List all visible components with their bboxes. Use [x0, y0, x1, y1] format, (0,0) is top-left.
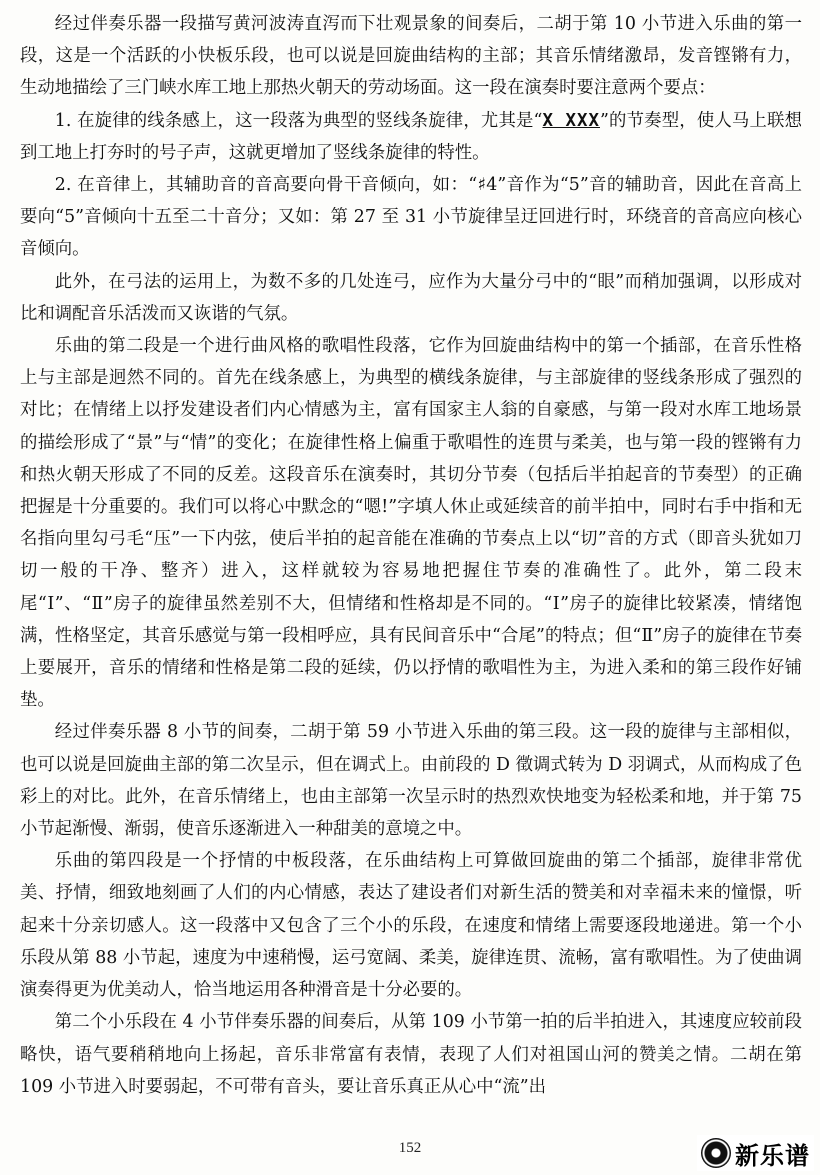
record-disc-icon: [701, 1138, 731, 1168]
paragraph-2-before: 1. 在旋律的线条感上，这一段落为典型的竖线条旋律，尤其是“: [54, 110, 543, 131]
body-text: [20, 8, 802, 1103]
watermark-logo: [697, 1135, 814, 1171]
paragraph-3: 2. 在音律上，其辅助音的音高要向骨干音倾向，如：“♯4”音作为“5”音的辅助音，因此在音高上要向“5”音倾向十五至二十音分；又如：第 27 至 31 小节旋律呈迂回进行时，环绕音的音高应向核心音倾向。: [20, 175, 802, 260]
paragraph-2-after: ”的节奏型，使人马上联想到工地上打夯时的号子声，这就更增加了竖线条旋律的特性。: [20, 110, 802, 163]
watermark-text: 新乐谱: [735, 1141, 810, 1170]
paragraph-7: 乐曲的第四段是一个抒情的中板段落，在乐曲结构上可算做回旋曲的第二个插部，旋律非常优美、抒情，细致地刻画了人们的内心情感，表达了建设者们对新生活的赞美和对幸福未来的憧憬，听起来十分亲切感人。这一段落中又包含了三个小的乐段，在速度和情绪上需要逐段地递进。第一个小乐段从第 88 小节起，速度为中速稍慢，运弓宽阔、柔美，旋律连贯、流畅，富有歌唱性。为了使曲调演奏得更为优美动人，恰当地运用各种滑音是十分必要的。: [20, 851, 802, 1001]
paragraph-2: [20, 105, 802, 169]
paragraph-5: 乐曲的第二段是一个进行曲风格的歌唱性段落，它作为回旋曲结构中的第一个插部，在音乐性格上与主部是迥然不同的。首先在线条感上，为典型的横线条旋律，与主部旋律的竖线条形成了强烈的对比；在情绪上以抒发建设者们内心情感为主，富有国家主人翁的自豪感，与第一段对水库工地场景的描绘形成了“景”与“情”的变化；在旋律性格上偏重于歌唱性的连贯与柔美，也与第一段的铿锵有力和热火朝天形成了不同的反差。这段音乐在演奏时，其切分节奏（包括后半拍起音的节奏型）的正确把握是十分重要的。我们可以将心中默念的“嗯!”字填人休止或延续音的前半拍中，同时右手中指和无名指向里勾弓毛“压”一下内弦，使后半拍的起音能在准确的节奏点上以“切”音的方式（即音头犹如刀切一般的干净、整齐）进入，这样就较为容易地把握住节奏的准确性了。此外，第二段末尾“Ⅰ”、“Ⅱ”房子的旋律虽然差别不大，但情绪和性格却是不同的。“Ⅰ”房子的旋律比较紧凑，情绪饱满，性格坚定，其音乐感觉与第一段相呼应，具有民间音乐中“合尾”的特点；但“Ⅱ”房子的旋律在节奏上要展开，音乐的情绪和性格是第二段的延续，仍以抒情的歌唱性为主，为进入柔和的第三段作好铺垫。: [20, 336, 802, 711]
page-number: 152: [398, 1140, 422, 1156]
paragraph-8: 第二个小乐段在 4 小节伴奏乐器的间奏后，从第 109 小节第一拍的后半拍进入，其速度应较前段略快，语气要稍稍地向上扬起，音乐非常富有表情，表现了人们对祖国山河的赞美之情。二胡在第 109 小节进入时要弱起，不可带有音头，要让音乐真正从心中“流”出: [20, 1012, 802, 1097]
paragraph-6: 经过伴奏乐器 8 小节的间奏，二胡于第 59 小节进入乐曲的第三段。这一段的旋律与主部相似，也可以说是回旋曲主部的第二次呈示，但在调式上。由前段的 D 徵调式转为 D 羽调式，从而构成了色彩上的对比。此外，在音乐情绪上，也由主部第一次呈示时的热烈欢快地变为轻松柔和地，并于第 75 小节起渐慢、渐弱，使音乐逐渐进入一种甜美的意境之中。: [20, 722, 802, 840]
paragraph-1: 经过伴奏乐器一段描写黄河波涛直泻而下壮观景象的间奏后，二胡于第 10 小节进入乐曲的第一段，这是一个活跃的小快板乐段，也可以说是回旋曲结构的主部；其音乐情绪激昂，发音铿锵有力，生动地描绘了三门峡水库工地上那热火朝天的劳动场面。这一段在演奏时要注意两个要点：: [20, 14, 802, 99]
rhythm-pattern: X XXX: [542, 110, 600, 131]
paragraph-4: 此外，在弓法的运用上，为数不多的几处连弓，应作为大量分弓中的“眼”而稍加强调，以形成对比和调配音乐活泼而又诙谐的气氛。: [20, 271, 802, 324]
